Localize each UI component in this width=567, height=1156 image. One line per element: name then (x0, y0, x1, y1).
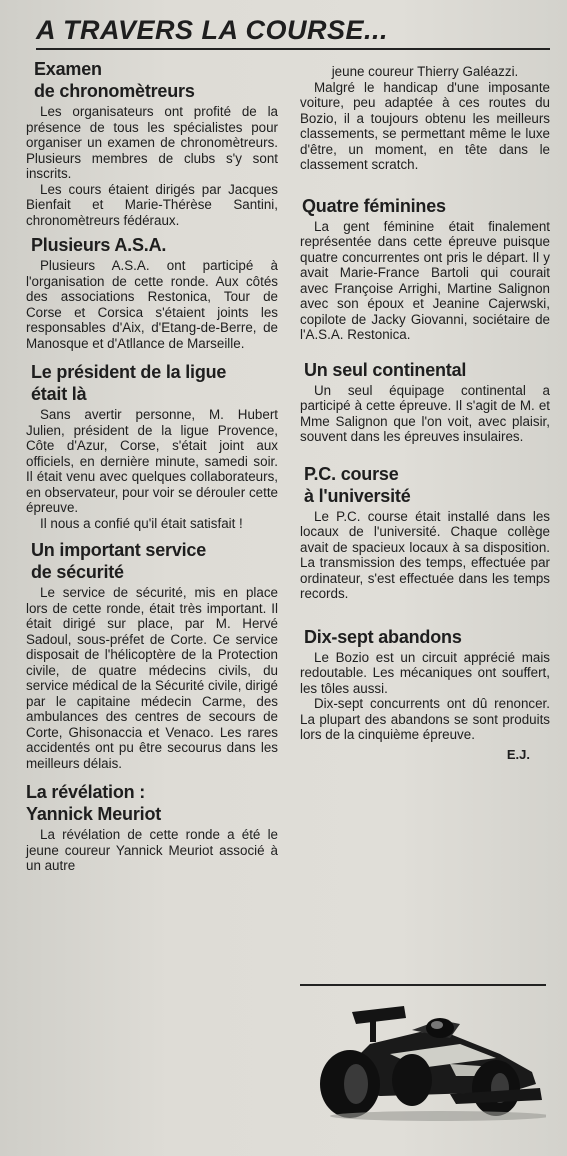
article-revelation-continued (300, 64, 550, 173)
left-column (26, 58, 278, 874)
article-paragraph: Le P.C. course était installé dans les locaux de l'université. Chaque collège avait de spacieux locaux à sa disposition. La transmission des temps, effectuée par ordinateur, s'est effectuée dans les temps records. (300, 508, 550, 601)
article-title: Un seul continental (304, 359, 467, 380)
article-paragraph: Malgré le handicap d'une imposante voiture, peu adaptée à ces routes du Bozio, il a toujours obtenu les meilleurs classements, se permettant même le luxe d'être, un moment, en tête dans le classement scratch. (300, 79, 550, 172)
article-abandons (300, 626, 550, 762)
article-asa (26, 234, 278, 351)
article-president (26, 361, 278, 531)
column-header (36, 12, 550, 50)
article-paragraph: Plusieurs A.S.A. ont participé à l'organisation de cette ronde. Aux côtés des associations Restonica, Tour de Corse et Corsica s'étaient joints les responsables d'Aix, d'Etang-de-Berre, de Manosque et d'Atllance de Marseille. (26, 258, 278, 351)
article-title: Quatre féminines (302, 195, 446, 216)
article-title: Un important service de sécurité (31, 540, 207, 582)
article-paragraph: La gent féminine était finalement représentée dans cette épreuve puisque quatre concurrentes ont pris le départ. Il y avait Marie-France Bartoli qui courait avec Françoise Arrighi, Martine Salignon avec son époux et Jeanine Cajerwski, copilote de Jacky Giovanni, sociétaire de l'A.S.A. Restonica. (300, 218, 550, 342)
article-title: P.C. course à l'université (304, 463, 411, 506)
article-paragraph: Sans avertir personne, M. Hubert Julien, président de la ligue Provence, Côte d'Azur, Corse, s'était joint aux officiels, en dernière minute, samedi soir. Il était venu avec quelques collaborateurs, en observateur, pour voir se dérouler cette épreuve. (26, 407, 278, 515)
article-paragraph: Il nous a confié qu'il était satisfait ! (40, 515, 243, 531)
article-title: Le président de la ligue était là (31, 362, 227, 404)
divider-rule (300, 984, 546, 986)
author-signature: E.J. (506, 746, 530, 762)
article-examen (26, 58, 278, 228)
race-car-illustration (300, 984, 546, 1124)
article-title: Dix-sept abandons (304, 626, 462, 647)
article-paragraph: Les organisateurs ont profité de la présence de tous les spécialistes pour organiser un examen de chronomètreurs. Plusieurs membres de clubs s'y sont inscrits. (26, 104, 278, 181)
article-paragraph: jeune coureur Thierry Galéazzi. (331, 64, 519, 79)
article-securite (26, 539, 278, 771)
article-paragraph: Les cours étaient dirigés par Jacques Bienfait et Marie-Thérèse Santini, chronomètreurs fédéraux. (26, 181, 278, 228)
article-pc-course (300, 463, 550, 602)
right-column (300, 64, 550, 762)
race-car-icon (300, 984, 546, 1124)
article-paragraph: La révélation de cette ronde a été le jeune coureur Yannick Meuriot associé à un autre (26, 827, 278, 873)
article-paragraph: Le service de sécurité, mis en place lors de cette ronde, était très important. Il était dirigé sur place, par M. Hervé Sadoul, sous-préfet de Corte. Ce service disposait de l'hélicoptère de la Protection civile, de quatre médecins civils, du service médical de la Sécurité civile, dirigé par le capitaine médecin Carme, des ambulances des centres de secours de Corte, Ghisonaccia et Venaco. Les rares accidentés ont pu être secourus dans les meilleurs délais. (26, 585, 278, 771)
article-continental (300, 359, 550, 445)
article-paragraph: Le Bozio est un circuit apprécié mais redoutable. Les mécaniques ont souffert, les tôles aussi. (300, 649, 550, 696)
article-title: La révélation : Yannick Meuriot (26, 782, 162, 824)
article-paragraph: Un seul équipage continental a participé à cette épreuve. Il s'agit de M. et Mme Salignon que l'on voit, avec plaisir, souvent dans les épreuves insulaires. (300, 382, 550, 444)
article-paragraph: Dix-sept concurrents ont dû renoncer. La plupart des abandons se sont produits lors de la cinquième épreuve. (300, 696, 550, 742)
masthead-title: A TRAVERS LA COURSE... (36, 15, 389, 45)
article-feminines (300, 195, 550, 343)
article-title: Plusieurs A.S.A. (31, 235, 167, 255)
article-title: Examen de chronomètreurs (34, 59, 195, 101)
article-revelation (26, 781, 278, 874)
